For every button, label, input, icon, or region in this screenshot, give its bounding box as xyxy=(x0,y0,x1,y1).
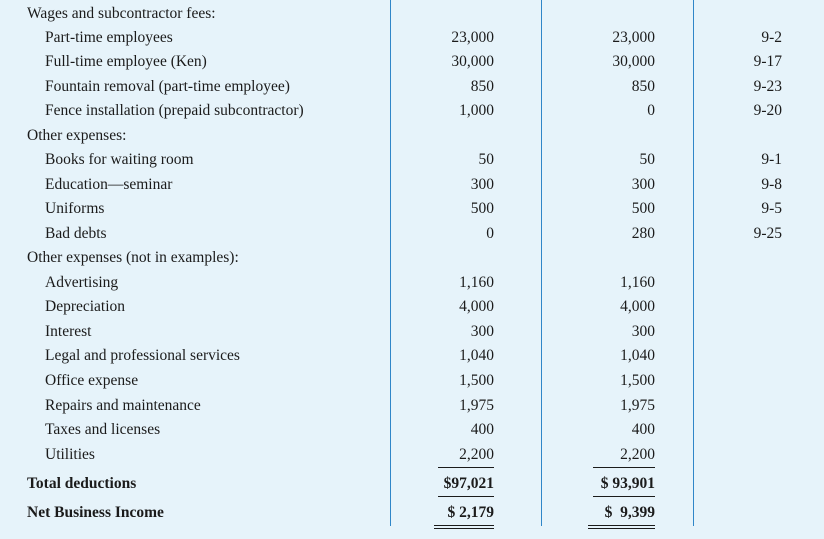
row-label: Repairs and maintenance xyxy=(45,397,201,414)
amount-col1: 30,000 xyxy=(451,53,494,70)
example-ref: 9-2 xyxy=(761,29,782,46)
amount-col1: 850 xyxy=(470,78,494,95)
section-heading-other-expenses xyxy=(0,124,824,148)
example-ref: 9-1 xyxy=(761,151,782,168)
amount-col2: $ 9,399 xyxy=(588,501,655,529)
amount-col1: $97,021 xyxy=(438,472,494,497)
table-row xyxy=(0,99,824,123)
row-label: Office expense xyxy=(45,372,139,389)
example-ref: 9-5 xyxy=(761,200,782,217)
row-label: Other expenses (not in examples): xyxy=(27,249,239,266)
example-ref: 9-20 xyxy=(753,102,782,119)
amount-col1: 2,200 xyxy=(438,443,494,468)
amount-col2: 500 xyxy=(631,200,655,217)
amount-col2: 300 xyxy=(631,176,655,193)
amount-col1: 300 xyxy=(470,176,494,193)
row-label: Education—seminar xyxy=(45,176,173,193)
amount-col1: 1,975 xyxy=(459,397,494,414)
row-label: Total deductions xyxy=(27,475,137,492)
amount-col1: 1,160 xyxy=(459,274,494,291)
amount-col2: 280 xyxy=(631,225,655,242)
row-label: Fountain removal (part-time employee) xyxy=(45,78,290,95)
amount-col1: 1,040 xyxy=(459,347,494,364)
amount-col2: 1,160 xyxy=(620,274,655,291)
row-label: Utilities xyxy=(45,446,95,463)
amount-col1: 50 xyxy=(478,151,494,168)
example-ref: 9-25 xyxy=(753,225,782,242)
row-label: Uniforms xyxy=(45,200,105,217)
row-label: Net Business Income xyxy=(27,504,164,521)
row-label: Part-time employees xyxy=(45,29,173,46)
amount-col2: 0 xyxy=(647,102,655,119)
table-row xyxy=(0,320,824,344)
amount-col1: 1,500 xyxy=(459,372,494,389)
amount-col2: 400 xyxy=(631,421,655,438)
row-label: Taxes and licenses xyxy=(45,421,161,438)
amount-col1: $ 2,179 xyxy=(434,501,494,529)
amount-col2: $ 93,901 xyxy=(593,472,655,497)
amount-col2: 50 xyxy=(639,151,655,168)
table-row xyxy=(0,148,824,172)
amount-col1: 1,000 xyxy=(459,102,494,119)
table-row xyxy=(0,197,824,221)
table-row xyxy=(0,344,824,368)
amount-col1: 500 xyxy=(470,200,494,217)
amount-col1: 300 xyxy=(470,323,494,340)
table-row xyxy=(0,369,824,393)
table-row xyxy=(0,75,824,99)
net-business-income-row xyxy=(0,501,824,525)
example-ref: 9-8 xyxy=(761,176,782,193)
row-label: Other expenses: xyxy=(27,127,127,144)
amount-col2: 4,000 xyxy=(620,298,655,315)
amount-col1: 400 xyxy=(470,421,494,438)
amount-col2: 30,000 xyxy=(612,53,655,70)
section-heading-wages xyxy=(0,2,824,26)
row-label: Depreciation xyxy=(45,298,126,315)
row-label: Legal and professional services xyxy=(45,347,240,364)
amount-col2: 1,040 xyxy=(620,347,655,364)
row-label: Advertising xyxy=(45,274,119,291)
amount-col2: 2,200 xyxy=(593,443,655,468)
row-label: Fence installation (prepaid subcontractor) xyxy=(45,102,304,119)
example-ref: 9-17 xyxy=(753,53,782,70)
section-heading-other-not-in-examples xyxy=(0,246,824,270)
total-deductions-row xyxy=(0,472,824,496)
table-row xyxy=(0,173,824,197)
table-row xyxy=(0,443,824,467)
amount-col2: 23,000 xyxy=(612,29,655,46)
table-row xyxy=(0,295,824,319)
amount-col2: 1,975 xyxy=(620,397,655,414)
table-row xyxy=(0,418,824,442)
table-row xyxy=(0,222,824,246)
amount-col1: 4,000 xyxy=(459,298,494,315)
amount-col2: 1,500 xyxy=(620,372,655,389)
amount-col2: 300 xyxy=(631,323,655,340)
amount-col2: 850 xyxy=(631,78,655,95)
table-row xyxy=(0,50,824,74)
amount-col1: 0 xyxy=(486,225,494,242)
table-row xyxy=(0,394,824,418)
row-label: Wages and subcontractor fees: xyxy=(27,5,216,22)
table-row xyxy=(0,26,824,50)
table-row xyxy=(0,271,824,295)
row-label: Books for waiting room xyxy=(45,151,194,168)
row-label: Interest xyxy=(45,323,92,340)
example-ref: 9-23 xyxy=(753,78,782,95)
amount-col1: 23,000 xyxy=(451,29,494,46)
row-label: Bad debts xyxy=(45,225,107,242)
row-label: Full-time employee (Ken) xyxy=(45,53,207,70)
